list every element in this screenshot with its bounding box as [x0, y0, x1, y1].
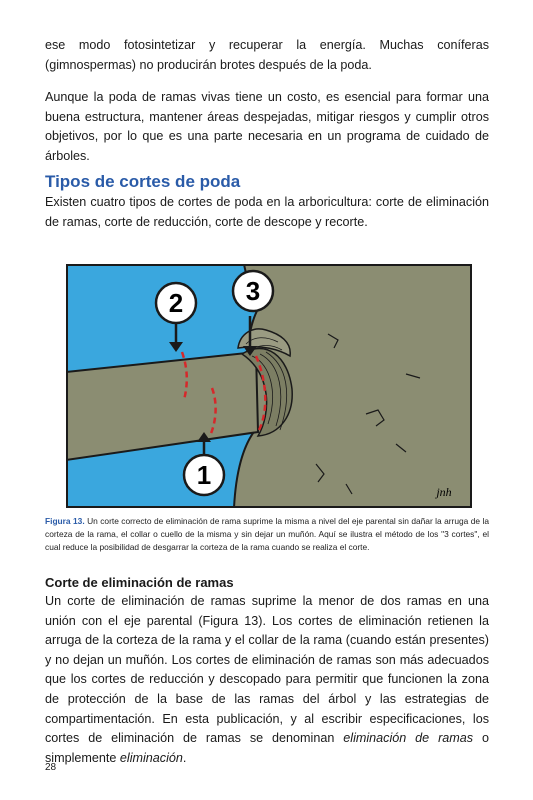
subsection-text-mid: o simplemente — [45, 731, 489, 765]
page-number: 28 — [45, 762, 57, 773]
figure-13-illustration — [66, 264, 472, 508]
subsection-text-end: . — [182, 750, 187, 765]
subsection-title: Corte de eliminación de ramas — [45, 575, 234, 590]
figure-caption-label: Figura 13. — [45, 516, 85, 526]
subsection-emphasis-2: eliminación — [119, 750, 183, 765]
marker-2-label: 2 — [168, 288, 184, 318]
marker-1-label: 1 — [196, 460, 212, 490]
subsection-emphasis-1: eliminación de ramas — [343, 731, 474, 746]
figure-caption — [45, 515, 489, 554]
marker-3-label: 3 — [245, 276, 261, 306]
artist-signature: jnh — [436, 485, 452, 499]
body-paragraph-2: Aunque la poda de ramas vivas tiene un costo, es esencial para formar una buena estructura, mantener áreas despejadas, mitigar riesgos y cumplir otros objetivos, por lo que es una parte necesaria en un programa de cuidado de árboles. — [45, 90, 489, 163]
subsection-text: Un corte de eliminación de ramas suprime la menor de dos ramas en una unión con el eje parental (Figura 13). Los cortes de eliminación retienen la arruga de la corteza de la rama y el collar de la rama (cuando están presentes) y no dejan un muñón. Los cortes de eliminación de ramas son más adecuados que los cortes de reducción y descopado para permitir que funcionen la zona de protección de la base de las ramas del árbol y las estrategias de compartimentación. En esta publicación, y al escribir especificaciones, los cortes de eliminación de ramas se denominan — [45, 594, 489, 746]
subsection-paragraph — [45, 592, 489, 768]
figure-caption-text: Un corte correcto de eliminación de rama suprime la misma a nivel del eje parental sin dañar la arruga de la corteza de la rama, el collar o cuello de la misma y sin dejar un muñón. Aquí se ilustra el método de los "3 cortes", el cual reduce la posibilidad de desgarrar la corteza de la rama cuando se realiza el corte. — [45, 516, 490, 552]
section-intro: Existen cuatro tipos de cortes de poda en la arboricultura: corte de eliminación de ramas, corte de reducción, corte de descope y recorte. — [45, 195, 489, 229]
body-paragraph-1: ese modo fotosintetizar y recuperar la energía. Muchas coníferas (gimnospermas) no producirán brotes después de la poda. — [45, 38, 489, 72]
section-title: Tipos de cortes de poda — [45, 172, 241, 191]
